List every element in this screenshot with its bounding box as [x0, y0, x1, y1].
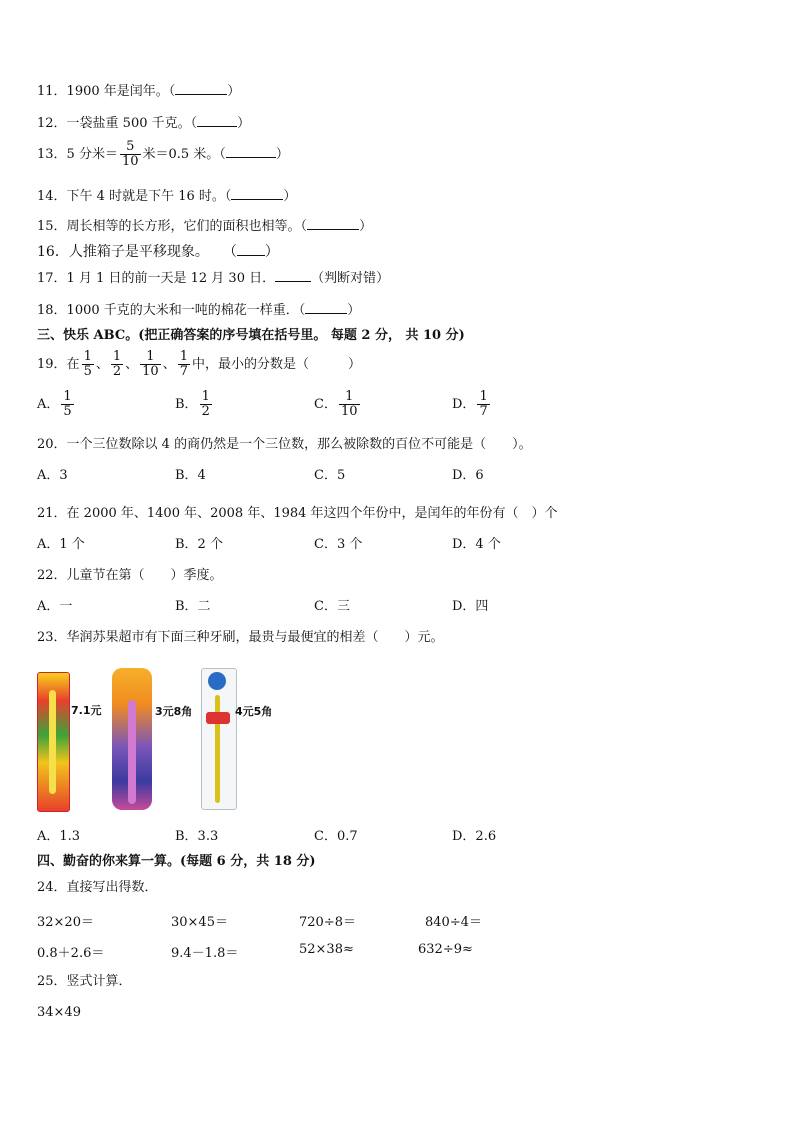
calc-item: 34×49 [37, 1005, 81, 1020]
option-b[interactable]: B．3.3 [175, 829, 219, 844]
question-22: 22．儿童节在第（ ）季度。 [37, 568, 223, 583]
option-c[interactable]: C． $\frac{1}{10}$ [314, 389, 358, 419]
question-24: 24．直接写出得数． [37, 880, 158, 895]
option-d[interactable]: D．四 [452, 599, 489, 614]
option-c[interactable]: C．0.7 [314, 829, 358, 844]
question-23: 23．华润苏果超市有下面三种牙刷，最贵与最便宜的相差（ ）元。 [37, 630, 444, 645]
question-21: 21．在 2000 年、1400 年、2008 年、1984 年这四个年份中，是闰年的年份有（ ）个 [37, 506, 558, 521]
calc-item: 9.4－1.8＝ [171, 946, 239, 961]
question-19: 19．在 $\frac{1}{5}$ 、 $\frac{1}{2}$ 、 $\frac{1}{10}$ 、 $\frac{1}{7}$ 中，最小的分数是（ ） [37, 349, 362, 379]
option-b[interactable]: B．4 [175, 468, 206, 483]
calc-item: 32×20＝ [37, 915, 94, 930]
option-b[interactable]: B．二 [175, 599, 211, 614]
price-label: 7.1元 [71, 704, 102, 717]
question-18: 18．1000 千克的大米和一吨的棉花一样重．（ ） [37, 303, 361, 318]
option-a[interactable]: A．1 个 [37, 537, 85, 552]
question-16: 16．人推箱子是平移现象。 （ ） [37, 244, 279, 260]
question-12: 12．一袋盐重 500 千克。（ ） [37, 116, 251, 131]
section-4-title: 四、勤奋的你来算一算。(每题 6 分，共 18 分) [37, 854, 316, 869]
fraction: $\frac{1}{10}$ [142, 349, 159, 379]
answer-blank[interactable] [231, 187, 283, 200]
option-d[interactable]: D． $\frac{1}{7}$ [452, 389, 488, 419]
option-a[interactable]: A．3 [37, 468, 68, 483]
answer-blank[interactable] [197, 114, 237, 127]
fraction: $\frac{1}{7}$ [179, 349, 188, 379]
question-11: 11．1900 年是闰年。（ ） [37, 84, 241, 99]
calc-item: 52×38≈ [299, 942, 354, 957]
calc-item: 840÷4＝ [425, 915, 482, 930]
question-13: 13．5 分米＝ $\frac{5}{10}$ 米＝0.5 米。（ ） [37, 139, 289, 169]
option-b[interactable]: B． $\frac{1}{2}$ [175, 389, 210, 419]
answer-blank[interactable] [307, 217, 359, 230]
option-c[interactable]: C．三 [314, 599, 350, 614]
answer-blank[interactable] [175, 82, 227, 95]
question-25: 25．竖式计算． [37, 974, 132, 989]
fraction: $\frac{1}{5}$ [83, 349, 92, 379]
section-3-title: 三、快乐 ABC。(把正确答案的序号填在括号里。 每题 2 分， 共 10 分) [37, 328, 465, 343]
option-b[interactable]: B．2 个 [175, 537, 223, 552]
fraction: $\frac{5}{10}$ [121, 139, 139, 169]
question-20: 20．一个三位数除以 4 的商仍然是一个三位数，那么被除数的百位不可能是（ ）。 [37, 437, 532, 452]
option-c[interactable]: C．3 个 [314, 537, 363, 552]
fraction: $\frac{1}{2}$ [112, 349, 122, 379]
answer-blank[interactable] [237, 243, 265, 256]
question-17: 17．1 月 1 日的前一天是 12 月 30 日． （判断对错） [37, 271, 390, 286]
calc-item: 0.8＋2.6＝ [37, 946, 105, 961]
price-label: 3元8角 [155, 705, 193, 718]
option-d[interactable]: D．2.6 [452, 829, 497, 844]
question-14: 14．下午 4 时就是下午 16 时。（ ） [37, 189, 297, 204]
option-c[interactable]: C．5 [314, 468, 346, 483]
answer-blank[interactable] [226, 145, 276, 158]
price-label: 4元5角 [235, 705, 273, 718]
calc-item: 30×45＝ [171, 915, 228, 930]
option-a[interactable]: A．1.3 [37, 829, 81, 844]
option-a[interactable]: A． $\frac{1}{5}$ [37, 389, 72, 419]
answer-blank[interactable] [305, 301, 347, 314]
answer-blank[interactable] [275, 269, 311, 282]
option-a[interactable]: A．一 [37, 599, 73, 614]
option-d[interactable]: D．6 [452, 468, 484, 483]
option-d[interactable]: D．4 个 [452, 537, 501, 552]
question-15: 15．周长相等的长方形，它们的面积也相等。（ ） [37, 219, 373, 234]
calc-item: 632÷9≈ [418, 942, 473, 957]
calc-item: 720÷8＝ [299, 915, 356, 930]
